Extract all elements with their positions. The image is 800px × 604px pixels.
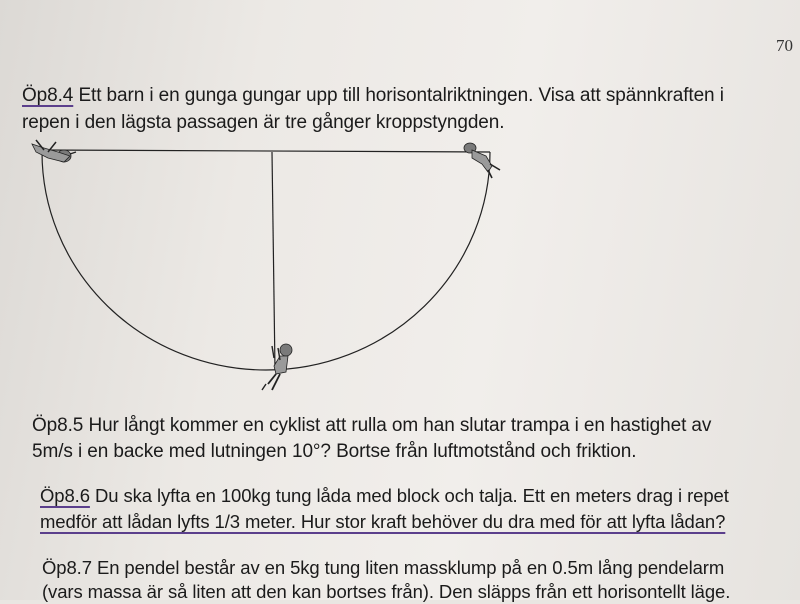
exercise-8-6-text-2: medför att lådan lyfts 1/3 meter. Hur stor kraft behöver du dra med för att lyfta lådan? xyxy=(40,511,726,532)
exercise-8-5-text-2: 5m/s i en backe med lutningen 10°? Bortse från luftmotstånd och friktion. xyxy=(32,441,637,462)
child-bottom-figure xyxy=(262,344,292,390)
exercise-8-4-text-1: Ett barn i en gunga gungar upp till horisontalriktningen. Visa att spännkraften i xyxy=(78,85,724,106)
exercise-8-5-text-1: Hur långt kommer en cyklist att rulla om han slutar trampa i en hastighet av xyxy=(88,415,712,436)
child-left-figure xyxy=(32,140,76,162)
exercise-8-6-line-1 xyxy=(40,484,729,508)
swing-arc xyxy=(42,152,490,370)
exercise-8-7-line-2 xyxy=(42,580,730,604)
page-number: 70 xyxy=(776,36,793,55)
exercise-8-5-line-2 xyxy=(32,440,636,464)
exercise-8-7-line-1 xyxy=(42,556,724,580)
exercise-8-7-id: Öp8.7 xyxy=(42,557,92,578)
exercise-8-4-id: Öp8.4 xyxy=(22,85,74,106)
vertical-rope xyxy=(272,152,275,370)
exercise-8-6-line-2 xyxy=(40,510,725,534)
exercise-8-5-line-1 xyxy=(32,414,711,438)
child-right-figure xyxy=(464,143,500,178)
exercise-8-6-text-1: Du ska lyfta en 100kg tung låda med block och talja. Ett en meters drag i repet xyxy=(94,485,729,506)
exercise-8-6-id: Öp8.6 xyxy=(40,485,90,506)
horizontal-line xyxy=(40,150,490,152)
exercise-8-7-text-2: (vars massa är så liten att den kan bortses från). Den släpps från ett horisontellt läge. xyxy=(42,581,731,602)
exercise-8-7-text-1: En pendel består av en 5kg tung liten massklump på en 0.5m lång pendelarm xyxy=(96,557,725,578)
exercise-8-5-id: Öp8.5 xyxy=(32,415,84,436)
exercise-8-4-text-2: repen i den lägsta passagen är tre gånger kroppstyngden. xyxy=(22,112,505,133)
